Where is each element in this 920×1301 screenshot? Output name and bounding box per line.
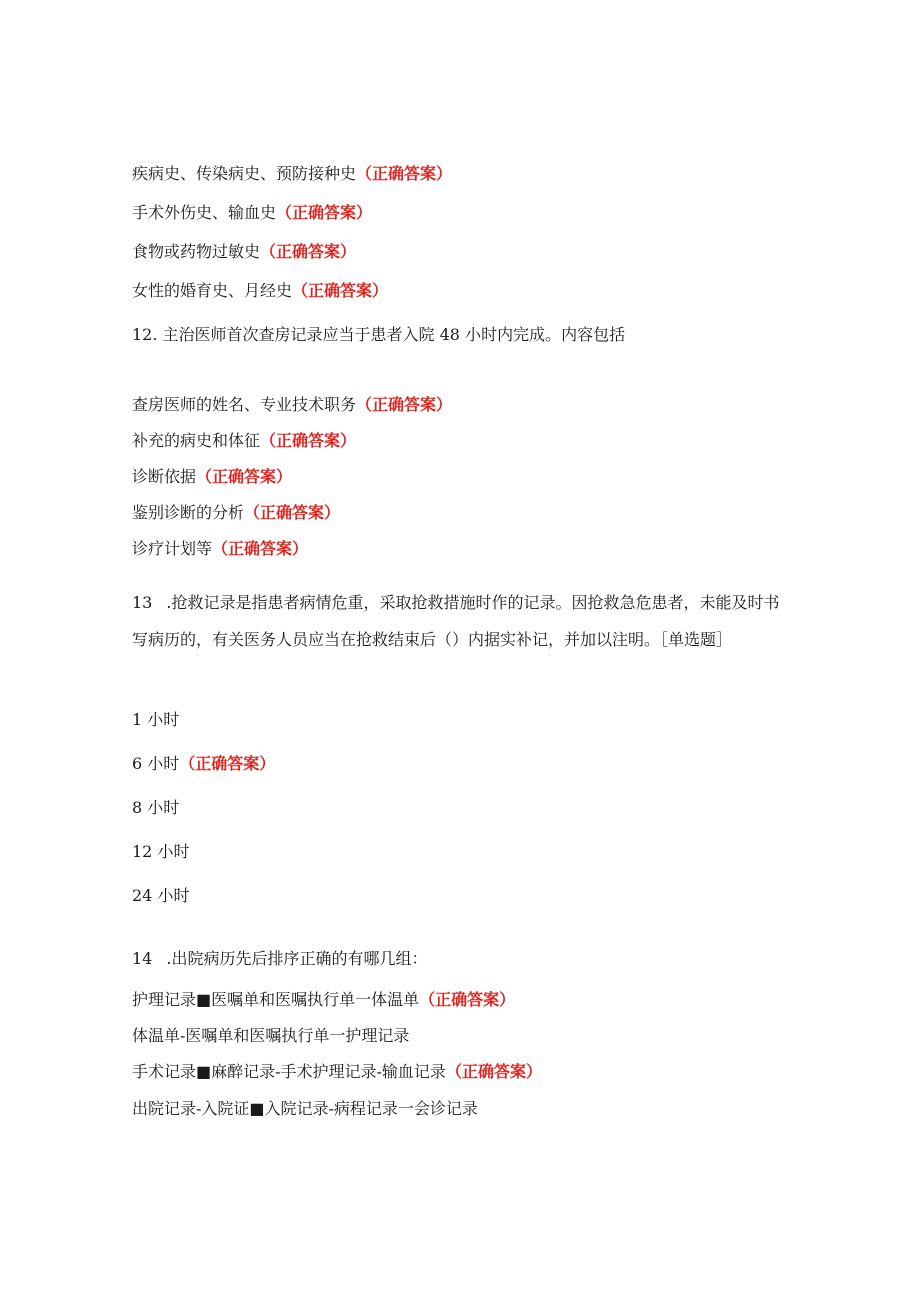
option-row [132, 842, 189, 862]
question-number: 13 [132, 593, 153, 612]
option-row [132, 1062, 542, 1082]
option-text: 查房医师的姓名、专业技术职务 [132, 395, 357, 414]
option-text: 体温单-医嘱单和医嘱执行单一护理记录 [132, 1026, 410, 1045]
option-row [132, 1099, 478, 1119]
question-text: .抢救记录是指患者病情危重，采取抢救措施时作的记录。因抢救急危患者，未能及时书写病历的，有关医务人员应当在抢救结束后（）内据实补记，并加以注明。［单选题］ [132, 593, 780, 649]
question-number: 14 [132, 949, 153, 968]
correct-answer-label: （正确答案） [292, 281, 389, 300]
question-12-text: 12. 主治医师首次查房记录应当于患者入院 48 小时内完成。内容包括 [132, 325, 626, 344]
option-row [132, 467, 292, 487]
option-text: 24 小时 [132, 886, 190, 905]
option-text: 护理记录■医嘱单和医嘱执行单一体温单 [132, 990, 420, 1009]
option-text: 出院记录-入院证■入院记录-病程记录一会诊记录 [132, 1099, 478, 1118]
option-row [132, 1026, 409, 1046]
question-text: .出院病历先后排序正确的有哪几组： [166, 949, 428, 968]
option-text: 手术记录■麻醉记录-手术护理记录-输血记录 [132, 1062, 446, 1081]
option-row [132, 203, 372, 223]
correct-answer-label: （正确答案） [196, 467, 293, 486]
option-text: 12 小时 [132, 842, 190, 861]
option-row [132, 503, 340, 523]
option-text: 诊疗计划等 [132, 539, 213, 558]
correct-answer-label: （正确答案） [260, 431, 357, 450]
correct-answer-label: （正确答案） [179, 754, 276, 773]
option-row [132, 395, 452, 415]
option-row [132, 798, 179, 818]
option-text: 6 小时 [132, 754, 180, 773]
option-text: 8 小时 [132, 798, 180, 817]
correct-answer-label: （正确答案） [276, 203, 373, 222]
correct-answer-label: （正确答案） [356, 395, 453, 414]
option-row [132, 164, 452, 184]
correct-answer-label: （正确答案） [356, 164, 453, 183]
correct-answer-label: （正确答案） [212, 539, 309, 558]
option-row [132, 990, 515, 1010]
option-text: 诊断依据 [132, 467, 197, 486]
correct-answer-label: （正确答案） [244, 503, 341, 522]
option-text: 疾病史、传染病史、预防接种史 [132, 164, 357, 183]
option-row [132, 281, 388, 301]
correct-answer-label: （正确答案） [260, 242, 357, 261]
correct-answer-label: （正确答案） [419, 990, 516, 1009]
option-row [132, 886, 189, 906]
option-row [132, 242, 356, 262]
option-row [132, 539, 308, 559]
option-text: 补充的病史和体征 [132, 431, 261, 450]
option-text: 女性的婚育史、月经史 [132, 281, 293, 300]
question-13 [132, 584, 782, 658]
option-text: 手术外伤史、输血史 [132, 203, 277, 222]
option-row [132, 754, 275, 774]
correct-answer-label: （正确答案） [445, 1062, 542, 1081]
option-text: 鉴别诊断的分析 [132, 503, 245, 522]
question-14 [132, 949, 427, 969]
option-text: 食物或药物过敏史 [132, 242, 261, 261]
option-row [132, 710, 179, 730]
option-text: 1 小时 [132, 710, 180, 729]
option-row [132, 431, 356, 451]
